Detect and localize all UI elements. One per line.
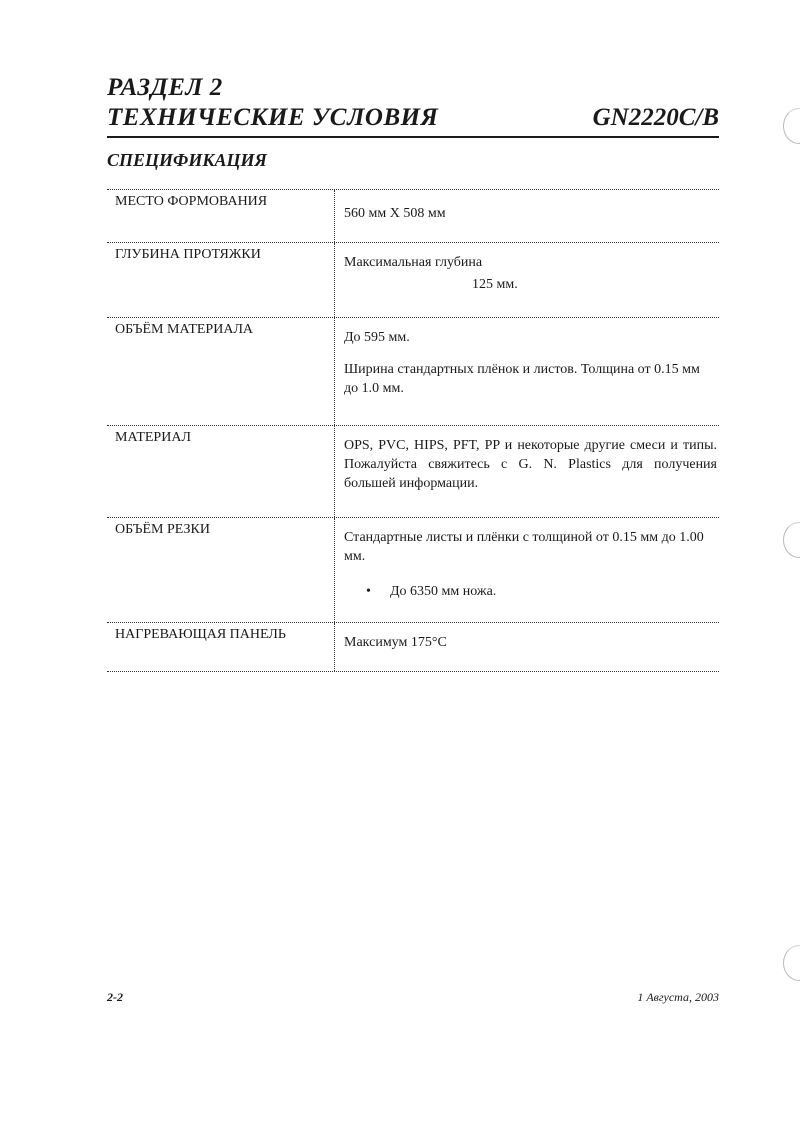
- spec-subtitle: СПЕЦИФИКАЦИЯ: [107, 150, 267, 170]
- spec-row-material: [107, 426, 719, 518]
- spec-value-text: Максимальная глубина: [344, 255, 483, 270]
- section-number: РАЗДЕЛ 2: [107, 74, 223, 101]
- spec-value: [335, 426, 719, 517]
- spec-label: ГЛУБИНА ПРОТЯЖКИ: [107, 243, 335, 317]
- bullet-item: [344, 582, 717, 601]
- spec-value-text: 125 мм.: [472, 277, 518, 292]
- spec-value: [335, 623, 719, 671]
- spec-row-draw-depth: [107, 243, 719, 318]
- spec-value: [335, 243, 719, 317]
- spec-row-heater-panel: [107, 623, 719, 672]
- spec-value-text: 560 мм X 508 мм: [344, 206, 446, 221]
- punch-hole-mark: [783, 522, 800, 558]
- spec-value-text: Максимум 175°C: [344, 635, 447, 650]
- spec-value-text: Ширина стандартных плёнок и листов. Толщина от 0.15 мм до 1.0 мм.: [344, 362, 700, 396]
- model-code: GN2220C/B: [592, 104, 719, 131]
- section-title: ТЕХНИЧЕСКИЕ УСЛОВИЯ: [107, 104, 439, 131]
- spec-value: [335, 518, 719, 622]
- spec-row-cutting-size: [107, 518, 719, 623]
- punch-hole-mark: [783, 108, 800, 144]
- footer-date: 1 Августа, 2003: [637, 990, 719, 1004]
- spec-value-text: OPS, PVC, HIPS, PFT, PP и некоторые другие смеси и типы. Пожалуйста свяжитесь с G. N. Plastics для получения большей информации.: [344, 438, 717, 491]
- spec-table: [107, 189, 719, 672]
- bullet-symbol: •: [366, 584, 371, 599]
- spec-label: ОБЪЁМ МАТЕРИАЛА: [107, 318, 335, 425]
- punch-hole-mark: [783, 945, 800, 981]
- spec-value-text: До 595 мм.: [344, 330, 410, 345]
- spec-row-material-size: [107, 318, 719, 426]
- section-header-row: [107, 104, 719, 138]
- page-number: 2-2: [107, 990, 123, 1004]
- spec-value: [335, 190, 719, 242]
- spec-label: МЕСТО ФОРМОВАНИЯ: [107, 190, 335, 242]
- spec-value-text: Стандартные листы и плёнки с толщиной от 0.15 мм до 1.00 мм.: [344, 530, 704, 564]
- spec-label: МАТЕРИАЛ: [107, 426, 335, 517]
- spec-row-forming-area: [107, 190, 719, 243]
- spec-label: НАГРЕВАЮЩАЯ ПАНЕЛЬ: [107, 623, 335, 671]
- spec-value: [335, 318, 719, 425]
- bullet-text: До 6350 мм ножа.: [390, 584, 497, 599]
- spec-label: ОБЪЁМ РЕЗКИ: [107, 518, 335, 622]
